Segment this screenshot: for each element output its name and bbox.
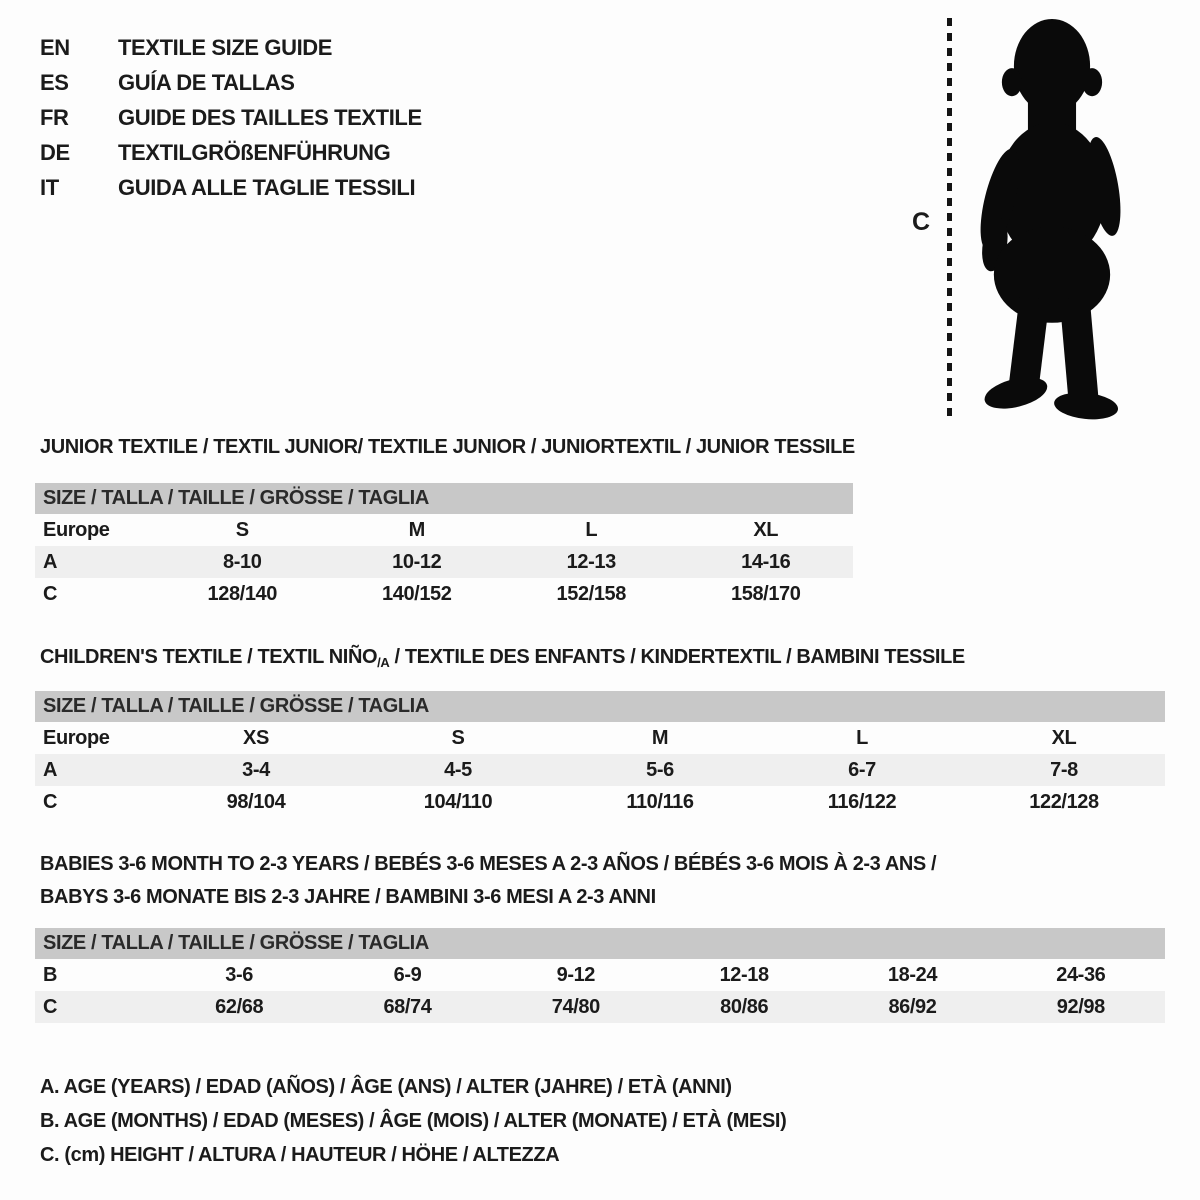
age-months-cell: 24-36	[1056, 963, 1106, 986]
size-cell: S	[235, 518, 249, 541]
legend-line-b: B. AGE (MONTHS) / EDAD (MESES) / ÂGE (MOIS) / ALTER (MONATE) / ETÀ (MESI)	[40, 1109, 787, 1132]
row-label: Europe	[43, 726, 110, 749]
table-row	[35, 991, 1165, 1023]
lang-row-fr	[40, 100, 422, 135]
children-size-table	[35, 691, 1165, 818]
junior-section-title: JUNIOR TEXTILE / TEXTIL JUNIOR/ TEXTILE JUNIOR / JUNIORTEXTIL / JUNIOR TESSILE	[40, 436, 855, 458]
age-months-cell: 6-9	[393, 963, 422, 986]
age-months-cell: 12-18	[719, 963, 769, 986]
legend-line-a: A. AGE (YEARS) / EDAD (AÑOS) / ÂGE (ANS) / ALTER (JAHRE) / ETÀ (ANNI)	[40, 1075, 732, 1098]
size-cell: L	[856, 726, 868, 749]
lang-title: GUIDA ALLE TAGLIE TESSILI	[118, 174, 416, 200]
height-cell: 140/152	[382, 582, 452, 605]
lang-code: FR	[40, 104, 69, 130]
height-cell: 152/158	[556, 582, 626, 605]
age-cell: 3-4	[242, 758, 270, 781]
height-cell: 92/98	[1056, 995, 1105, 1018]
height-cell: 116/122	[827, 790, 897, 813]
height-cell: 80/86	[720, 995, 769, 1018]
age-months-cell: 3-6	[225, 963, 254, 986]
size-cell: M	[408, 518, 425, 541]
height-cell: 104/110	[423, 790, 493, 813]
toddler-silhouette-icon	[963, 14, 1145, 420]
lang-title: GUÍA DE TALLAS	[118, 69, 295, 95]
lang-title: TEXTILGRÖßENFÜHRUNG	[118, 139, 391, 165]
table-row	[35, 514, 853, 546]
height-cell: 122/128	[1029, 790, 1099, 813]
size-cell: S	[451, 726, 465, 749]
junior-size-header: SIZE / TALLA / TAILLE / GRÖSSE / TAGLIA	[35, 483, 853, 514]
row-label: B	[43, 963, 58, 986]
height-cell: 68/74	[383, 995, 432, 1018]
age-cell: 6-7	[848, 758, 876, 781]
babies-size-table	[35, 928, 1165, 1023]
lang-row-es	[40, 65, 422, 100]
size-cell: XL	[1051, 726, 1077, 749]
lang-code: DE	[40, 139, 70, 165]
height-cell: 62/68	[215, 995, 264, 1018]
age-cell: 7-8	[1050, 758, 1078, 781]
lang-title: TEXTILE SIZE GUIDE	[118, 34, 333, 60]
children-size-header: SIZE / TALLA / TAILLE / GRÖSSE / TAGLIA	[35, 691, 1165, 722]
age-cell: 14-16	[741, 550, 791, 573]
table-row	[35, 578, 853, 610]
lang-row-en	[40, 30, 422, 65]
height-cell: 74/80	[551, 995, 600, 1018]
babies-section-title-line1: BABIES 3-6 MONTH TO 2-3 YEARS / BEBÉS 3-6 MESES A 2-3 AÑOS / BÉBÉS 3-6 MOIS À 2-3 ANS /	[40, 853, 937, 875]
language-title-list	[40, 30, 422, 205]
age-cell: 5-6	[646, 758, 674, 781]
table-row	[35, 546, 853, 578]
size-cell: XS	[243, 726, 269, 749]
height-measure-label: C	[912, 208, 931, 236]
row-label: Europe	[43, 518, 110, 541]
table-row	[35, 786, 1165, 818]
size-cell: XL	[753, 518, 779, 541]
height-measure-dashed-line	[947, 18, 952, 416]
row-label: A	[43, 550, 58, 573]
children-section-title	[40, 646, 965, 670]
table-row	[35, 754, 1165, 786]
lang-row-it	[40, 170, 422, 205]
size-cell: L	[585, 518, 598, 541]
height-cell: 158/170	[731, 582, 801, 605]
lang-code: ES	[40, 69, 69, 95]
height-cell: 110/116	[626, 790, 694, 813]
age-cell: 10-12	[392, 550, 442, 573]
measure-legend	[40, 1070, 786, 1172]
row-label: C	[43, 995, 58, 1018]
row-label: C	[43, 582, 58, 605]
lang-title: GUIDE DES TAILLES TEXTILE	[118, 104, 422, 130]
age-months-cell: 9-12	[556, 963, 596, 986]
babies-size-header: SIZE / TALLA / TAILLE / GRÖSSE / TAGLIA	[35, 928, 1165, 959]
lang-code: IT	[40, 174, 59, 200]
height-cell: 98/104	[226, 790, 286, 813]
row-label: C	[43, 790, 58, 813]
height-cell: 128/140	[207, 582, 277, 605]
babies-section-title-line2: BABYS 3-6 MONATE BIS 2-3 JAHRE / BAMBINI 3-6 MESI A 2-3 ANNI	[40, 886, 656, 908]
size-cell: M	[651, 726, 669, 749]
age-cell: 12-13	[566, 550, 616, 573]
table-row	[35, 722, 1165, 754]
junior-size-table	[35, 483, 853, 610]
legend-line-c: C. (cm) HEIGHT / ALTURA / HAUTEUR / HÖHE / ALTEZZA	[40, 1143, 560, 1166]
height-cell: 86/92	[888, 995, 937, 1018]
children-title-prefix: CHILDREN'S TEXTILE / TEXTIL NIÑO	[40, 646, 378, 668]
age-months-cell: 18-24	[887, 963, 938, 986]
children-title-suffix: / TEXTILE DES ENFANTS / KINDERTEXTIL / BAMBINI TESSILE	[389, 646, 965, 668]
age-cell: 4-5	[444, 758, 472, 781]
row-label: A	[43, 758, 58, 781]
lang-row-de	[40, 135, 422, 170]
lang-code: EN	[40, 34, 70, 60]
table-row	[35, 959, 1165, 991]
age-cell: 8-10	[223, 550, 262, 573]
children-title-sub: /A	[377, 655, 390, 670]
